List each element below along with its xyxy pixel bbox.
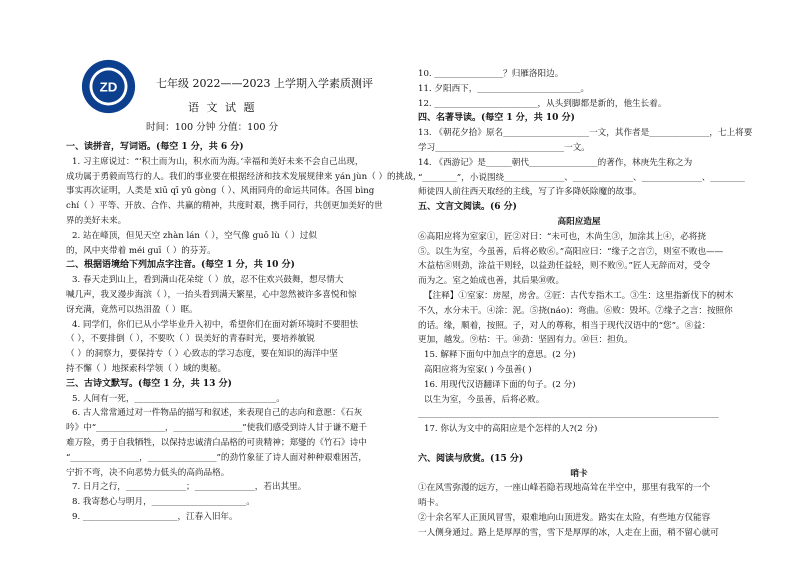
- left-line: 界的美好未来。: [66, 216, 127, 226]
- logo-text: ZD: [99, 79, 118, 95]
- left-line: 6. 古人常常通过对一件物品的描写和叙述，来表现自己的志向和意愿：《石灰: [72, 408, 363, 419]
- right-line: ⑥高阳应将为室家①，匠②对曰：“未可也，木尚生③，加涂其上④，必将挠: [418, 231, 706, 242]
- left-line: chí（ ）平等、开放、合作、共赢的精神，共度时艰，携手同行，共创更加美好的世: [66, 201, 383, 212]
- right-line: 10. ________________？归雁洛阳边。: [418, 69, 564, 79]
- right-line: ①在风雪弥漫的远方，一座山峰若隐若现地高耸在半空中，那里有我军的一个: [418, 483, 711, 494]
- right-line: 木益枯⑧则劲，涂益干则轻，以益劲任益轻，则不败⑨。”匠人无辞而对，受令: [418, 261, 711, 272]
- left-line: 的，风中夹带着 méi guī（ ）的芬芳。: [66, 245, 216, 256]
- right-line: 15. 解释下面句中加点字的意思。(2 分): [424, 350, 576, 361]
- school-logo: [80, 58, 137, 115]
- right-line: 高阳应将为室家( ) 今虽善( ): [424, 365, 532, 375]
- right-line: 16. 用现代汉语翻译下面的句子。(2 分): [424, 379, 576, 390]
- right-line: 14. 《西游记》是______朝代________________的著作，林庚先生称之为: [418, 157, 693, 168]
- right-line: ⑤。以生为室，今虽善，后将必败⑥。”高阳应曰：“缘子之言⑦，则室不败也——: [418, 246, 724, 257]
- left-line: 三、古诗文默写。(每空 1 分，共 13 分): [66, 378, 232, 389]
- right-line: 四、名著导读。(每空 1 分，共 10 分): [418, 113, 575, 124]
- right-line: 【注释】①室家：房屋，房舍。②匠：古代专指木工。③生：这里指新伐下的树木: [424, 291, 734, 301]
- right-line: 高阳应造屋: [557, 217, 601, 227]
- left-line: 喊几声，我叉漫步海滨（ ），一抬头看到满天繁星，心中忽然被许多喜悦和惊: [66, 290, 357, 300]
- left-line: 难万险，勇于自我牺牲，以保持忠诚清白品格的可贵精神；郑燮的《竹石》诗中: [66, 438, 367, 448]
- right-line: 的话。缘，顺着，按照。子，对人的尊称，相当于现代汉语中的“您”。⑧益：: [418, 320, 711, 331]
- left-line: 持不懈（ ）地探索科学领（ ）域的奥秘。: [66, 364, 227, 374]
- right-line: 不久，水分未干。④涂：泥。⑤挠(náo)：弯曲。⑥败：毁坏。⑦缘子之言：按照你: [418, 305, 733, 316]
- left-line: 5. 人间有一死，_________________________________。: [72, 393, 285, 404]
- right-line: 12. ________________________，从头到脚都是新的，他生长着。: [418, 98, 667, 109]
- left-line: 1. 习主席说过：“‘积土而为山，积水而为海。’幸福和美好未来不会自己出现，: [72, 156, 364, 167]
- right-line: ②十余名军人正顶风冒雪，艰难地向山顶进发。路实在太险，有些地方仅能容: [418, 513, 711, 523]
- left-line: （ ），不要排倒（ ），不要吹（ ）误美好的青春时光，要培养敏锐: [66, 334, 315, 345]
- left-line: 成功属于勇毅而笃行的人。我们的事业要在根据经济和技术发展规律来 yán jùn（ ）的挑战，: [66, 171, 422, 182]
- left-line: 4. 同学们，你们已从小学毕业升入初中，希望你们在面对新环境时不要胆怯: [72, 319, 358, 330]
- right-line: 17. 你认为文中的高阳应是个怎样的人?(2 分): [424, 424, 598, 435]
- right-line: 13. 《朝花夕拾》原名____________________一文，其作者是______________，七上将要: [418, 128, 753, 139]
- left-line: 事实再次证明，人类是 xiū qī yǔ gòng（ ）、风雨同舟的命运共同体。各国 bìng: [66, 186, 375, 197]
- right-line: 更加，越发。⑨枯：干。⑩劲：坚固有力。⑩巨：担负。: [418, 335, 633, 346]
- left-line: 2. 站在峰顶，但见天空 zhàn lán（ ），空气像 guō lù（ ）过似: [72, 230, 317, 241]
- right-line: ______________________________________________________________________: [418, 409, 719, 420]
- left-line: 宁折不弯，决不向恶势力低头的高尚品格。: [66, 467, 230, 478]
- left-line: 7. 日月之行，______________；______________，若出其里。: [72, 482, 307, 493]
- right-line: “________”，小说围绕______________、______________、______________、________: [418, 172, 745, 183]
- left-line: 吟》中“________________，________________”使我们感受到诗人甘于谦不避千: [66, 423, 367, 434]
- left-line: “________________，________________”的劲竹象征了诗人面对种种艰难困苦，: [66, 452, 367, 463]
- right-line: 五、文言文阅读。(6 分): [418, 202, 517, 213]
- left-line: 一、读拼音，写词语。(每空 1 分，共 6 分): [66, 142, 244, 152]
- right-line: 而为之。室之始成也善，其后果⑩败。: [418, 276, 565, 287]
- right-line: 六、阅读与欣赏。(15 分): [418, 453, 524, 464]
- left-line: 9. ______________________，江春入旧年。: [72, 512, 238, 522]
- right-line: 师徒四人前往西天取经的主线，写了许多降妖除魔的故事。: [418, 187, 642, 198]
- right-line: 学习______________________________一文。: [418, 143, 590, 153]
- right-line: 一人侧身通过。路上是厚厚的雪，雪下是厚厚的冰，人走在上面，稍不留心就可: [418, 527, 719, 538]
- subject-title: 语 文 试 题: [188, 101, 257, 114]
- left-line: 二、根据语境给下列加点字注音。(每空 1 分，共 10 分): [66, 260, 295, 271]
- right-line: 哨卡。: [418, 498, 444, 509]
- right-line: 哨卡: [570, 468, 588, 479]
- left-line: （ ）的洞察力，要保持专（ ）心致志的学习态度，要在知识的海洋中坚: [66, 349, 338, 360]
- exam-title: 七年级 2022——2023 上学期入学素质测评: [156, 77, 373, 90]
- right-line: 以生为室，今虽善，后将必败。: [424, 394, 545, 405]
- exam-info: 时间：100 分钟 分值：100 分: [146, 122, 279, 133]
- left-line: 3. 春天走到山上，看到满山花朵绽（ ）放，忍不住欢兴鼓舞，想尽情大: [72, 275, 344, 286]
- left-line: 8. 我寄愁心与明月，______________________。: [72, 497, 255, 508]
- right-line: 11. 夕阳西下，________________________。: [418, 83, 590, 94]
- left-line: 讶充满，竟然可以热泪盈（ ）眶。: [66, 304, 198, 315]
